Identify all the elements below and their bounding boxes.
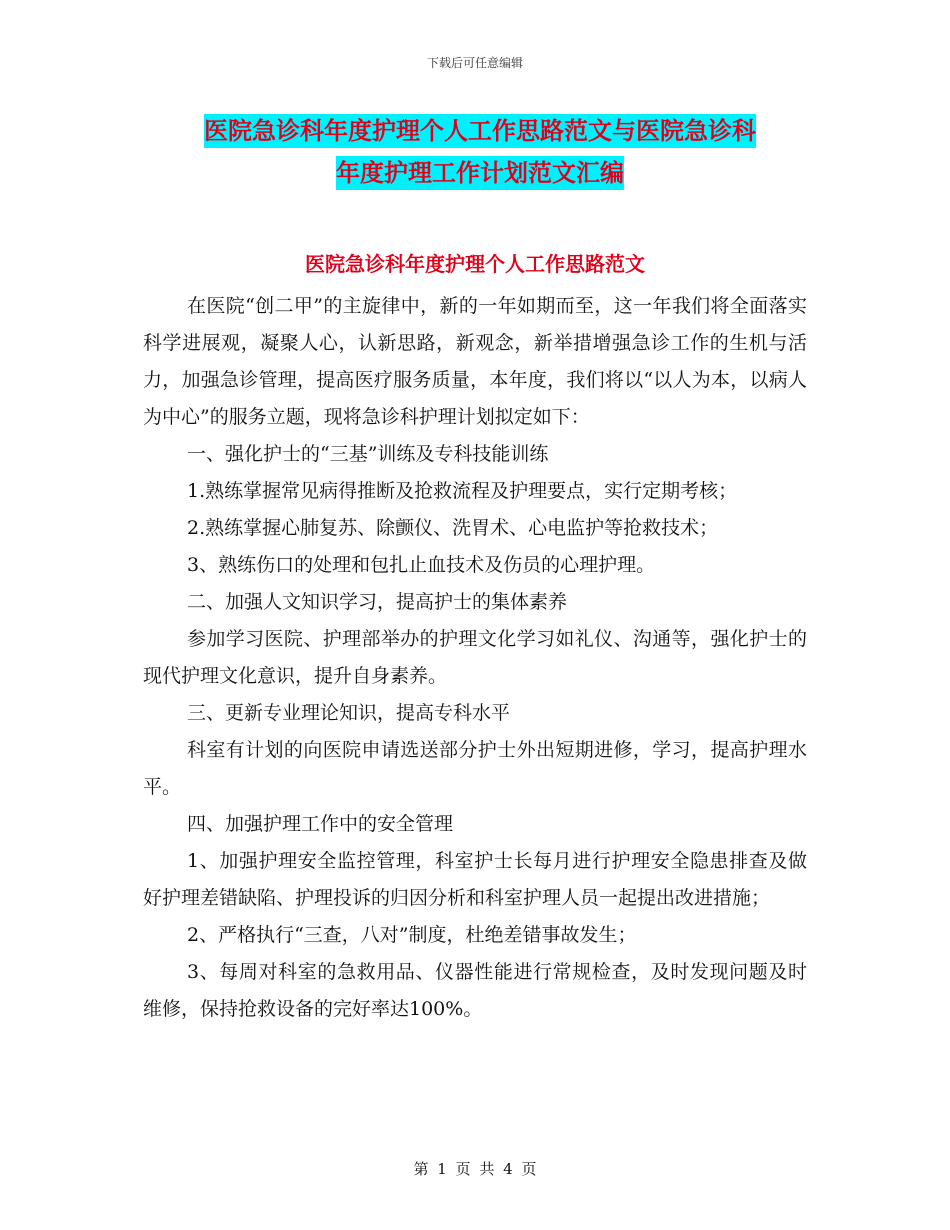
heading-item-2: 二、加强人文知识学习，提高护士的集体素养 (187, 591, 568, 613)
section-title: 医院急诊科年度护理个人工作思路范文 (305, 252, 645, 276)
heading-item-1: 一、强化护士的“三基”训练及专科技能训练 (187, 443, 549, 465)
heading-item-4: 四、加强护理工作中的安全管理 (187, 813, 454, 835)
document-title (140, 110, 820, 194)
heading-item-3: 三、更新专业理论知识，提高专科水平 (187, 702, 511, 724)
paragraph: 参加学习医院、护理部举办的护理文化学习如礼仪、沟通等，强化护士的现代护理文化意识，提升自身素养。 (143, 628, 807, 687)
document-title-line-2: 年度护理工作计划范文汇编 (336, 156, 624, 190)
list-item: 2.熟练掌握心肺复苏、除颤仪、洗胃术、心电监护等抢救技术； (187, 517, 719, 539)
page-number-footer: 第 1 页 共 4 页 (413, 1160, 537, 1178)
document-title-line-1: 医院急诊科年度护理个人工作思路范文与医院急诊科 (204, 114, 756, 148)
list-item: 2、严格执行“三查，八对”制度，杜绝差错事故发生； (187, 924, 637, 946)
paragraph-intro: 在医院“创二甲”的主旋律中，新的一年如期而至，这一年我们将全面落实科学进展观，凝聚人心，认新思路，新观念，新举措增强急诊工作的生机与活力，加强急诊管理，提高医疗服务质量，本年度，我们将以“以人为本，以病人为中心”的服务立题，现将急诊科护理计划拟定如下： (143, 295, 807, 428)
list-item: 3、熟练伤口的处理和包扎止血技术及伤员的心理护理。 (187, 554, 656, 576)
list-item: 1、加强护理安全监控管理，科室护士长每月进行护理安全隐患排查及做好护理差错缺陷、护理投诉的归因分析和科室护理人员一起提出改进措施； (143, 850, 807, 909)
page-header-note: 下载后可任意编辑 (426, 56, 523, 70)
list-item: 1.熟练掌握常见病得推断及抢救流程及护理要点，实行定期考核； (187, 480, 738, 502)
list-item: 3、每周对科室的急救用品、仪器性能进行常规检查，及时发现问题及时维修，保持抢救设备的完好率达100%。 (143, 961, 807, 1020)
paragraph: 科室有计划的向医院申请选送部分护士外出短期进修，学习，提高护理水平。 (143, 739, 807, 798)
document-body (143, 288, 807, 1028)
